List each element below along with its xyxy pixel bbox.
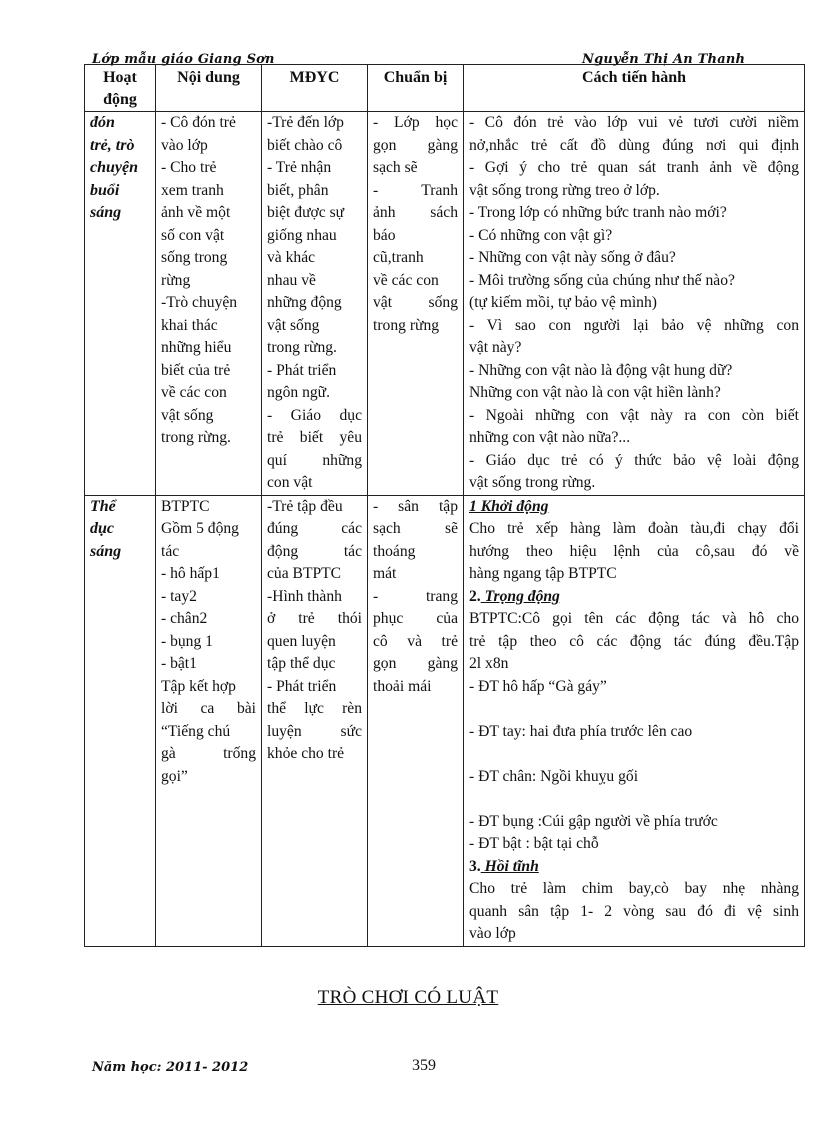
method-line: vật sống trong rừng.	[469, 474, 596, 491]
section-heading	[469, 856, 799, 879]
content-line: “Tiếng chú	[161, 722, 231, 740]
section-number: 2.	[469, 587, 481, 605]
objective-line: ngôn ngữ.	[267, 384, 331, 401]
section-number: 3.	[469, 857, 481, 875]
method-line: - Vì sao con người lại bảo vệ những con	[469, 316, 799, 334]
method-line: - Những con vật nào là động vật hung dữ?	[469, 361, 733, 379]
method-line: - Gợi ý cho trẻ quan sát tranh ảnh về động	[469, 159, 799, 176]
col-header-method: Cách tiến hành	[464, 65, 805, 112]
preparation-line: sạch sẽ	[373, 159, 418, 176]
method-cell	[464, 495, 805, 946]
method-line: vào lớp	[469, 925, 516, 942]
objective-line: thể lực rèn	[267, 700, 362, 717]
method-line: Cho trẻ xếp hàng làm đoàn tàu,đi chạy đổi	[469, 520, 799, 537]
objective-line: biệt được sự	[267, 204, 345, 221]
preparation-line: thoáng	[373, 542, 416, 560]
method-line: 2l x8n	[469, 655, 509, 672]
content-line: gọi”	[161, 767, 188, 785]
method-line: vật này?	[469, 339, 522, 356]
objectives-cell	[262, 495, 368, 946]
preparation-line: về các con	[373, 271, 439, 289]
content-line: - bật1	[161, 655, 197, 672]
content-line: gà trống	[161, 745, 256, 762]
activity-line: dục	[90, 520, 114, 537]
objective-line: khỏe cho trẻ	[267, 745, 345, 762]
col-header-objectives: MĐYC	[262, 65, 368, 112]
content-line: rừng	[161, 271, 191, 289]
content-line: - chân2	[161, 610, 208, 627]
method-line: - Ngoài những con vật này ra con còn biết	[469, 406, 799, 424]
content-line: sống trong	[161, 249, 228, 266]
content-line: - Cho trẻ	[161, 159, 217, 176]
activity-line: sáng	[90, 542, 122, 560]
objective-line: trẻ biết yêu	[267, 429, 362, 446]
preparation-line: báo	[373, 226, 396, 244]
method-line: - Giáo dục trẻ có ý thức bảo vệ loài động	[469, 451, 799, 469]
content-line: - tay2	[161, 587, 197, 605]
content-line: lời ca bài	[161, 700, 256, 717]
method-line: trẻ tập theo cô các động tác đúng đều.Tập	[469, 632, 799, 650]
section-heading: 1 Khởi động	[469, 497, 549, 515]
preparation-line: vật sống	[373, 294, 458, 311]
content-line: số con vật	[161, 226, 225, 244]
exercise-line: - ĐT bật : bật tại chỗ	[469, 835, 599, 852]
exercise-line: - ĐT bụng :Cúi gập người về phía trước	[469, 812, 718, 830]
content-cell	[156, 112, 262, 496]
section-heading	[469, 586, 799, 609]
objective-line: -Trẻ tập đều	[267, 497, 343, 515]
objective-line: -Trẻ đến lớp	[267, 114, 344, 131]
objective-line: trong rừng.	[267, 339, 337, 356]
objective-line: - Phát triển	[267, 361, 337, 379]
objective-line: quí những	[267, 451, 362, 469]
preparation-line: gọn gàng	[373, 136, 458, 154]
objective-line: luyện sức	[267, 722, 362, 740]
objective-line: của BTPTC	[267, 565, 342, 582]
method-line: hướng theo hiệu lệnh của cô,sau đó về	[469, 542, 799, 560]
content-line: Gồm 5 động	[161, 520, 239, 537]
preparation-line: cũ,tranh	[373, 249, 424, 266]
objective-line: ở trẻ thói	[267, 610, 362, 627]
table-row	[85, 112, 805, 496]
method-line: quanh sân tập 1- 2 vòng sau đó đi vệ sinh	[469, 902, 799, 920]
method-line: - Môi trường sống của chúng như thế nào?	[469, 271, 735, 289]
col-header-activity-line: Hoạt	[103, 69, 137, 86]
content-line: - Cô đón trẻ	[161, 114, 236, 131]
objective-line: tập thể dục	[267, 655, 336, 672]
preparation-line: - trang	[373, 587, 458, 605]
objective-line: vật sống	[267, 316, 320, 334]
preparation-cell	[368, 112, 464, 496]
preparation-line: - Lớp học	[373, 114, 458, 131]
objective-line: biết chào cô	[267, 136, 343, 154]
method-line: - Có những con vật gì?	[469, 226, 613, 244]
method-line: - Cô đón trẻ vào lớp vui vẻ tươi cười niềm	[469, 114, 799, 131]
content-line: khai thác	[161, 316, 218, 334]
col-header-activity-line: động	[103, 91, 137, 108]
col-header-content: Nội dung	[156, 65, 262, 112]
method-line: vật sống trong rừng treo ở lớp.	[469, 181, 660, 199]
method-line: (tự kiếm mồi, tự bảo vệ mình)	[469, 294, 657, 311]
preparation-line: trong rừng	[373, 316, 440, 334]
activity-line: chuyện	[90, 159, 138, 176]
content-line: tác	[161, 542, 180, 560]
preparation-line: sạch sẽ	[373, 520, 458, 537]
objective-line: những động	[267, 294, 342, 311]
exercise-line: - ĐT chân: Ngồi khuỵu gối	[469, 767, 639, 785]
section-title: TRÒ CHƠI CÓ LUẬT	[317, 987, 499, 1008]
activity-line: buổi	[90, 181, 120, 199]
header-teacher: Nguyễn Thị An Thanh	[582, 52, 746, 67]
objective-line: quen luyện	[267, 632, 336, 650]
section-heading-text: Trọng động	[480, 587, 560, 605]
content-line: Tập kết hợp	[161, 677, 236, 695]
content-cell	[156, 495, 262, 946]
activity-line: sáng	[90, 204, 122, 221]
spacer	[469, 698, 799, 721]
footer-school-year: Năm học: 2011- 2012	[92, 1060, 249, 1075]
preparation-line: ảnh sách	[373, 204, 458, 221]
exercise-line: - ĐT tay: hai đưa phía trước lên cao	[469, 722, 693, 740]
col-header-activity	[85, 65, 156, 112]
objective-line: nhau về	[267, 271, 316, 289]
preparation-line: phục của	[373, 610, 458, 627]
spacer	[469, 788, 799, 811]
objective-line: con vật	[267, 474, 313, 491]
preparation-cell	[368, 495, 464, 946]
content-line: trong rừng.	[161, 429, 231, 446]
objective-line: động tác	[267, 542, 362, 560]
activity-line: trẻ, trò	[90, 136, 135, 154]
section-heading-text: Hồi tĩnh	[480, 857, 539, 875]
content-line: vật sống	[161, 406, 214, 424]
method-line: Cho trẻ làm chim bay,cò bay nhẹ nhàng	[469, 880, 799, 897]
objective-line: - Trẻ nhận	[267, 159, 332, 176]
objective-line: -Hình thành	[267, 587, 342, 605]
col-header-preparation: Chuẩn bị	[368, 65, 464, 112]
content-line: - hô hấp1	[161, 565, 220, 582]
preparation-line: gọn gàng	[373, 655, 458, 672]
method-line: - Trong lớp có những bức tranh nào mới?	[469, 204, 727, 221]
method-line: - Những con vật này sống ở đâu?	[469, 249, 676, 266]
activity-cell	[85, 112, 156, 496]
objective-line: đúng các	[267, 520, 362, 537]
content-line: biết của trẻ	[161, 361, 231, 379]
activity-cell	[85, 495, 156, 946]
table-row	[85, 495, 805, 946]
spacer	[469, 743, 799, 766]
method-line: Những con vật nào là con vật hiền lành?	[469, 384, 721, 401]
content-line: ảnh về một	[161, 204, 231, 221]
method-line: nở,nhắc trẻ cất đồ dùng đúng nơi qui định	[469, 136, 799, 154]
method-line: BTPTC:Cô gọi tên các động tác và hô cho	[469, 610, 799, 627]
activity-line: đón	[90, 114, 115, 131]
content-line: BTPTC	[161, 497, 210, 515]
objective-line: - Giáo dục	[267, 406, 362, 424]
content-line: - bụng 1	[161, 632, 213, 650]
header-school: Lớp mẫu giáo Giang Sơn	[92, 52, 275, 67]
preparation-line: - sân tập	[373, 497, 458, 515]
content-line: -Trò chuyện	[161, 294, 238, 311]
table-header-row	[85, 65, 805, 112]
objective-line: biết, phân	[267, 181, 329, 199]
preparation-line: cô và trẻ	[373, 632, 458, 650]
objective-line: giống nhau	[267, 226, 337, 244]
preparation-line: thoải mái	[373, 677, 432, 695]
objective-line: và khác	[267, 249, 316, 266]
page-number: 359	[412, 1057, 436, 1074]
exercise-line: - ĐT hô hấp “Gà gáy”	[469, 677, 607, 695]
method-cell	[464, 112, 805, 496]
method-line: hàng ngang tập BTPTC	[469, 565, 617, 582]
objectives-cell	[262, 112, 368, 496]
method-line: những con vật nào nữa?...	[469, 429, 631, 446]
objective-line: - Phát triển	[267, 677, 337, 695]
content-line: xem tranh	[161, 181, 224, 199]
content-line: vào lớp	[161, 136, 208, 154]
content-line: những hiểu	[161, 339, 232, 356]
lesson-plan-table	[84, 64, 805, 947]
preparation-line: mát	[373, 565, 397, 582]
preparation-line: - Tranh	[373, 181, 458, 199]
activity-line: Thể	[90, 497, 116, 515]
content-line: về các con	[161, 384, 227, 401]
